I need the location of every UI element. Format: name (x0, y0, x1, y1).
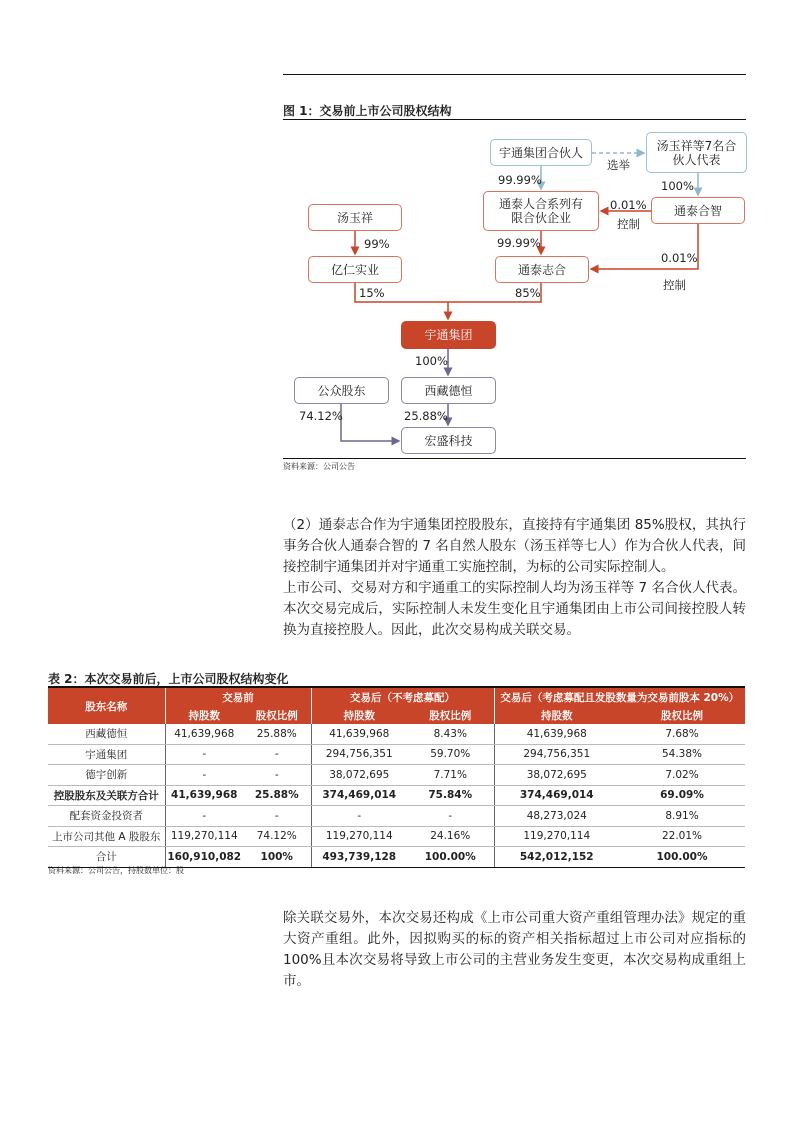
label-control: 控制 (663, 278, 686, 292)
table-cell: 119,270,114 (165, 826, 243, 847)
table-cell: 24.16% (407, 826, 494, 847)
col-header: 持股数 (494, 706, 619, 724)
table-cell: 48,273,024 (494, 806, 619, 827)
shareholder-name: 宇通集团 (48, 744, 165, 765)
table-cell: 8.43% (407, 724, 494, 744)
table-cell: 7.02% (619, 765, 745, 786)
table-cell: 7.71% (407, 765, 494, 786)
label-control: 控制 (617, 217, 640, 231)
paragraph: （2）通泰志合作为宇通集团控股股东，直接持有宇通集团 85%股权，其执行事务合伙人通泰合智的 7 名自然人股东（汤玉祥等七人）作为合伙人代表，间接控制宇通集团并对宇通重工实施控制，为标的公司实际控制人。 (283, 517, 746, 575)
table-row (48, 785, 745, 806)
label-pct: 99% (364, 237, 390, 251)
label-pct: 85% (515, 286, 541, 300)
col-header: 持股数 (165, 706, 243, 724)
table-cell: - (165, 765, 243, 786)
table-row (48, 724, 745, 744)
label-pct: 15% (359, 286, 385, 300)
label-pct: 0.01% (661, 251, 698, 265)
label-pct: 100% (661, 179, 694, 193)
figure-bottom-rule (283, 458, 746, 459)
table-title: 表 2：本次交易前后，上市公司股权结构变化 (48, 672, 289, 686)
table-cell: - (165, 806, 243, 827)
col-header: 股权比例 (407, 706, 494, 724)
table-cell: 100.00% (407, 847, 494, 868)
table-row (48, 765, 745, 786)
figure-title: 图 1：交易前上市公司股权结构 (283, 104, 452, 118)
table-cell: 119,270,114 (494, 826, 619, 847)
label-pct: 0.01% (610, 198, 647, 212)
table-cell: 41,639,968 (311, 724, 407, 744)
diagram-connectors (0, 0, 793, 500)
table-cell: 38,072,695 (311, 765, 407, 786)
table-cell: 41,639,968 (165, 785, 243, 806)
node-tongtai-zhihe: 通泰志合 (495, 256, 589, 283)
table-cell: 7.68% (619, 724, 745, 744)
shareholder-name: 配套资金投资者 (48, 806, 165, 827)
table-cell: - (407, 806, 494, 827)
table-cell: - (165, 744, 243, 765)
node-tongtai-renhe: 通泰人合系列有限合伙企业 (483, 191, 599, 231)
node-tongtai-hezhi: 通泰合智 (651, 197, 745, 224)
node-partner-representatives: 汤玉祥等7名合伙人代表 (646, 132, 747, 173)
node-yiren-industry: 亿仁实业 (308, 256, 402, 283)
table-cell: - (243, 765, 311, 786)
label-elect: 选举 (607, 158, 630, 172)
shareholding-table (48, 688, 745, 868)
node-yutong-group: 宇通集团 (401, 321, 496, 349)
table-cell: 69.09% (619, 785, 745, 806)
table-cell: - (243, 744, 311, 765)
label-pct: 25.88% (404, 409, 448, 423)
col-header: 持股数 (311, 706, 407, 724)
table-cell: 160,910,082 (165, 847, 243, 868)
node-public-shareholders: 公众股东 (294, 377, 389, 404)
label-pct: 99.99% (497, 236, 541, 250)
paragraph: 除关联交易外，本次交易还构成《上市公司重大资产重组管理办法》规定的重大资产重组。此外，因拟购买的标的资产相关指标超过上市公司对应指标的 100%且本次交易将导致上市公司的主营业务发生变更，本次交易构成重组上市。 (283, 910, 746, 989)
shareholder-name: 控股股东及关联方合计 (48, 785, 165, 806)
node-tibet-deheng: 西藏德恒 (401, 377, 496, 404)
paragraph: 上市公司、交易对方和宇通重工的实际控制人均为汤玉祥等 7 名合伙人代表。本次交易完成后，实际控制人未发生变化且宇通集团由上市公司间接控股人转换为直接控股人。因此，此次交易构成关联交易。 (283, 580, 746, 638)
shareholder-name: 上市公司其他 A 股股东 (48, 826, 165, 847)
table-cell: 119,270,114 (311, 826, 407, 847)
table-source: 资料来源：公司公告，持股数单位：股 (48, 866, 184, 875)
table-cell: 100.00% (619, 847, 745, 868)
table-row (48, 847, 745, 868)
label-pct: 99.99% (498, 173, 542, 187)
table-row (48, 806, 745, 827)
table-row (48, 744, 745, 765)
table-cell: 75.84% (407, 785, 494, 806)
table-cell: 374,469,014 (311, 785, 407, 806)
col-header: 股东名称 (48, 688, 165, 724)
figure-source: 资料来源：公司公告 (283, 462, 355, 471)
table-cell: 22.01% (619, 826, 745, 847)
table-cell: 374,469,014 (494, 785, 619, 806)
table-cell: - (243, 806, 311, 827)
table-cell: 38,072,695 (494, 765, 619, 786)
group-header: 交易后（不考虑募配） (311, 688, 494, 706)
node-tang-yuxiang: 汤玉祥 (308, 204, 402, 231)
table-row (48, 826, 745, 847)
table-cell: 59.70% (407, 744, 494, 765)
table-cell: 41,639,968 (165, 724, 243, 744)
table-cell: 25.88% (243, 724, 311, 744)
node-yutong-partners: 宇通集团合伙人 (490, 139, 592, 166)
label-pct: 74.12% (299, 409, 343, 423)
shareholder-name: 西藏德恒 (48, 724, 165, 744)
table-cell: 25.88% (243, 785, 311, 806)
shareholder-name: 德宇创新 (48, 765, 165, 786)
node-hongsheng-tech: 宏盛科技 (401, 427, 496, 454)
col-header: 股权比例 (243, 706, 311, 724)
table-cell: 74.12% (243, 826, 311, 847)
group-header: 交易前 (165, 688, 311, 706)
table-cell: 54.38% (619, 744, 745, 765)
shareholder-name: 合计 (48, 847, 165, 868)
table-cell: 294,756,351 (311, 744, 407, 765)
table-cell: 41,639,968 (494, 724, 619, 744)
table-cell: 8.91% (619, 806, 745, 827)
table-cell: - (311, 806, 407, 827)
table-cell: 542,012,152 (494, 847, 619, 868)
table-cell: 100% (243, 847, 311, 868)
group-header: 交易后（考虑募配且发股数量为交易前股本 20%） (494, 688, 745, 706)
table-cell: 294,756,351 (494, 744, 619, 765)
label-pct: 100% (415, 354, 448, 368)
col-header: 股权比例 (619, 706, 745, 724)
table-cell: 493,739,128 (311, 847, 407, 868)
